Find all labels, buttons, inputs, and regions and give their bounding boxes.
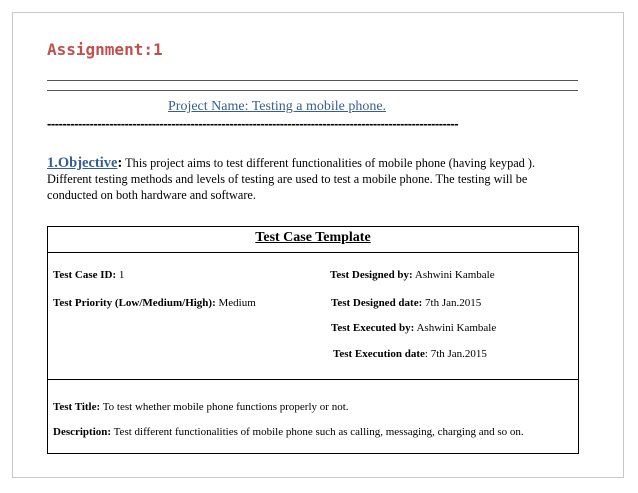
dashed-separator: ---------------------------------------------------------------------------------------------------------- — [47, 117, 459, 131]
test-priority — [53, 297, 256, 309]
test-description-label: Description: — [53, 426, 112, 438]
test-execution-date-label: Test Execution date — [333, 348, 425, 360]
test-description — [53, 426, 524, 438]
test-title-label: Test Title: — [53, 401, 101, 413]
test-designed-by-value: Ashwini Kambale — [414, 269, 495, 281]
test-case-id-label: Test Case ID: — [53, 269, 117, 281]
test-designed-by — [330, 269, 495, 281]
objective-colon: : — [117, 155, 123, 171]
test-designed-date-label: Test Designed date: — [331, 297, 423, 309]
test-executed-by-value: Ashwini Kambale — [416, 322, 497, 334]
test-execution-date — [333, 348, 487, 360]
test-title-value: To test whether mobile phone functions properly or not. — [102, 401, 349, 413]
test-executed-by-label: Test Executed by: — [331, 322, 415, 334]
test-priority-value: Medium — [218, 297, 256, 309]
test-case-table — [47, 226, 579, 454]
test-case-id — [53, 269, 124, 281]
test-execution-date-value: 7th Jan.2015 — [430, 348, 487, 360]
test-execution-date-colon: : — [424, 348, 428, 360]
heading-rule-bottom — [47, 90, 578, 91]
assignment-heading: Assignment:1 — [47, 40, 163, 59]
table-divider-top — [48, 252, 578, 253]
test-priority-label: Test Priority (Low/Medium/High): — [53, 297, 216, 309]
table-title: Test Case Template — [255, 230, 371, 245]
test-designed-date — [331, 297, 481, 309]
heading-rule-top — [47, 80, 578, 81]
objective-text: This project aims to test different functionalities of mobile phone (having keypad ). Different testing methods and levels of testing are used to test a mobile phone. The testing will be conducted on both hardware and software. — [47, 156, 536, 202]
test-designed-date-value: 7th Jan.2015 — [425, 297, 482, 309]
objective-paragraph — [47, 155, 577, 203]
project-title: Project Name: Testing a mobile phone. — [168, 99, 387, 114]
test-description-value: Test different functionalities of mobile phone such as calling, messaging, charging and so on. — [113, 426, 524, 438]
test-case-id-value: 1 — [118, 269, 125, 281]
test-designed-by-label: Test Designed by: — [330, 269, 413, 281]
objective-label: 1.Objective — [47, 155, 118, 171]
test-title — [53, 401, 349, 413]
test-executed-by — [331, 322, 496, 334]
table-divider-bottom — [48, 379, 578, 380]
